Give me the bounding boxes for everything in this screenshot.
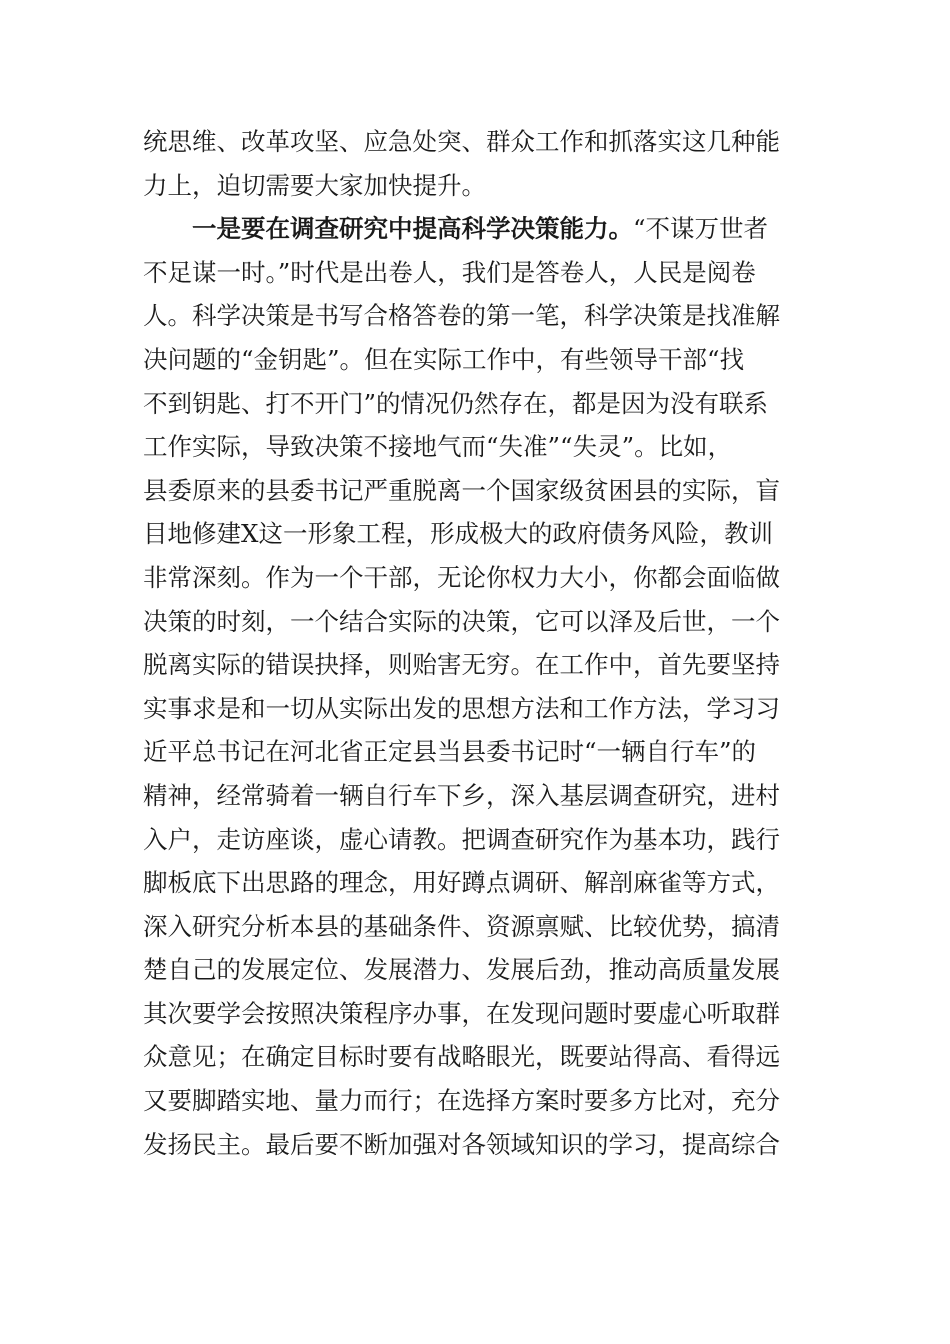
text-line: 不到钥匙、打不开门”的情况仍然存在，都是因为没有联系 bbox=[143, 388, 769, 418]
text-line: 脱离实际的错误抉择，则贻害无穷。在工作中，首先要坚持 bbox=[143, 650, 780, 680]
text-line: 发扬民主。最后要不断加强对各领域知识的学习，提高综合 bbox=[143, 1129, 780, 1159]
text-line: 非常深刻。作为一个干部，无论你权力大小，你都会面临做 bbox=[143, 562, 780, 592]
text-line: 力上，迫切需要大家加快提升。 bbox=[143, 170, 486, 200]
text-line: 入户，走访座谈，虚心请教。把调查研究作为基本功，践行 bbox=[143, 824, 780, 854]
text-line: 决问题的“金钥匙”。但在实际工作中，有些领导干部“找 bbox=[143, 344, 745, 374]
text-line: 其次要学会按照决策程序办事，在发现问题时要虚心听取群 bbox=[143, 998, 780, 1028]
quote-text: “不谋万世者 bbox=[633, 214, 769, 244]
text-line: 县委原来的县委书记严重脱离一个国家级贫困县的实际，盲 bbox=[143, 475, 780, 505]
text-line: 目地修建X这一形象工程，形成极大的政府债务风险，教训 bbox=[143, 519, 773, 549]
text-line: 工作实际，导致决策不接地气而“失准”“失灵”。比如， bbox=[143, 432, 733, 462]
text-line: 精神，经常骑着一辆自行车下乡，深入基层调查研究，进村 bbox=[143, 780, 780, 810]
text-line: 深入研究分析本县的基础条件、资源禀赋、比较优势，搞清 bbox=[143, 911, 780, 941]
text-line: 决策的时刻，一个结合实际的决策，它可以泽及后世，一个 bbox=[143, 606, 780, 636]
text-line: 众意见；在确定目标时要有战略眼光，既要站得高、看得远 bbox=[143, 1042, 780, 1072]
text-line: 人。科学决策是书写合格答卷的第一笔，科学决策是找准解 bbox=[143, 301, 780, 331]
text-line: 楚自己的发展定位、发展潜力、发展后劲，推动高质量发展 bbox=[143, 955, 780, 985]
paragraph-heading-line bbox=[143, 207, 823, 251]
body-text bbox=[143, 120, 823, 1166]
paragraph-heading: 一是要在调查研究中提高科学决策能力。 bbox=[192, 214, 633, 244]
text-line: 近平总书记在河北省正定县当县委书记时“一辆自行车”的 bbox=[143, 737, 757, 767]
text-line: 又要脚踏实地、量力而行；在选择方案时要多方比对，充分 bbox=[143, 1086, 780, 1116]
text-line: 统思维、改革攻坚、应急处突、群众工作和抓落实这几种能 bbox=[143, 127, 780, 156]
text-line: 实事求是和一切从实际出发的思想方法和工作方法，学习习 bbox=[143, 693, 780, 723]
text-line: 不足谋一时。”时代是出卷人，我们是答卷人，人民是阅卷 bbox=[143, 257, 756, 287]
text-line: 脚板底下出思路的理念，用好蹲点调研、解剖麻雀等方式， bbox=[143, 868, 780, 898]
